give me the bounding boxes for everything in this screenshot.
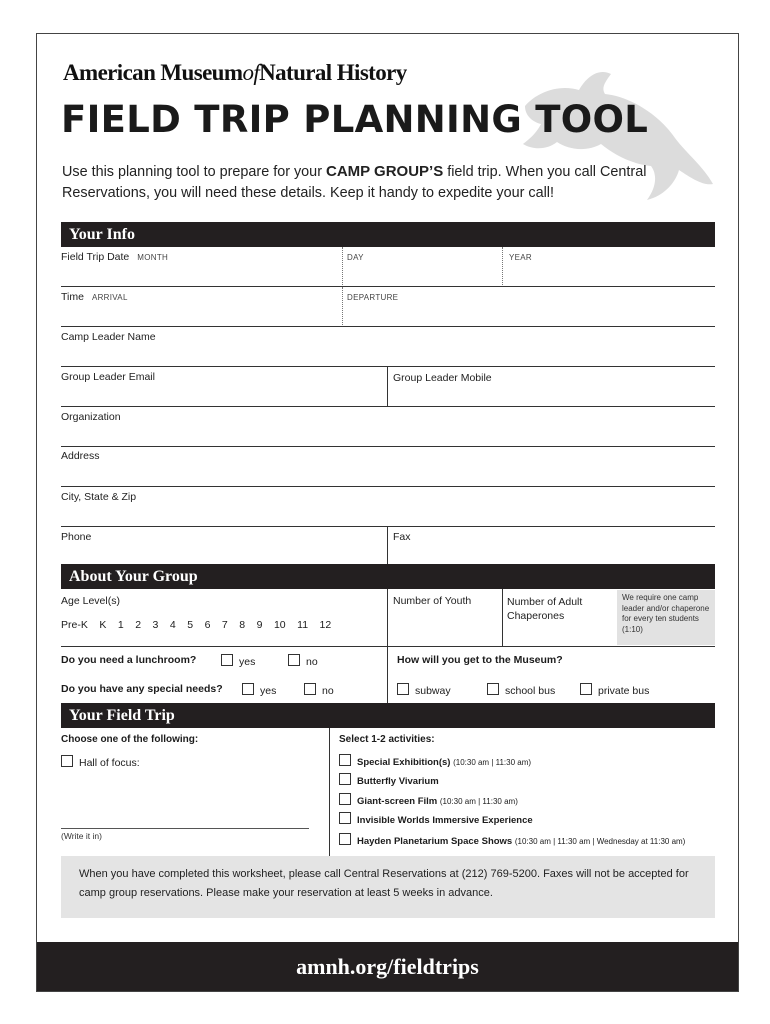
transport-question: How will you get to the Museum? <box>397 654 563 666</box>
divider <box>387 647 388 703</box>
row-line <box>61 526 715 527</box>
address-field[interactable]: Address <box>61 450 100 462</box>
group-leader-email-field[interactable]: Group Leader Email <box>61 371 155 383</box>
phone-field[interactable]: Phone <box>61 531 92 543</box>
age-level-option[interactable]: 7 <box>221 619 228 631</box>
museum-logo: American MuseumofNatural History <box>63 60 407 85</box>
row-line <box>61 406 715 407</box>
field-trip-date-field[interactable]: Field Trip Date MONTH <box>61 251 169 263</box>
divider <box>502 589 503 646</box>
age-level-option[interactable]: 4 <box>169 619 176 631</box>
age-level-option[interactable]: K <box>99 619 107 631</box>
age-level-option[interactable]: 9 <box>256 619 263 631</box>
activity-butterfly-vivarium-checkbox[interactable]: Butterfly Vivarium <box>339 773 439 787</box>
field-trip-heading: Your Field Trip <box>61 703 715 728</box>
choose-one-label: Choose one of the following: <box>61 734 199 745</box>
write-in-line[interactable] <box>61 828 309 829</box>
page-title: FIELD TRIP PLANNING TOOL <box>61 98 649 141</box>
footer-url-link[interactable]: amnh.org/fieldtrips <box>37 942 738 991</box>
row-line <box>61 366 715 367</box>
arrival-time-field[interactable]: Time ARRIVAL <box>61 291 128 303</box>
organization-field[interactable]: Organization <box>61 411 121 423</box>
activity-invisible-worlds-checkbox[interactable]: Invisible Worlds Immersive Experience <box>339 812 533 826</box>
activity-special-exhibition-checkbox[interactable]: Special Exhibition(s) (10:30 am | 11:30 am) <box>339 754 531 768</box>
divider <box>387 527 388 565</box>
hall-of-focus-checkbox[interactable]: Hall of focus: <box>61 755 140 769</box>
divider <box>329 728 330 856</box>
city-state-zip-field[interactable]: City, State & Zip <box>61 491 137 503</box>
form-page <box>36 33 739 992</box>
lunchroom-question: Do you need a lunchroom? <box>61 654 197 666</box>
divider <box>342 287 343 325</box>
age-level-option[interactable]: 1 <box>117 619 124 631</box>
select-activities-label: Select 1-2 activities: <box>339 734 435 745</box>
about-group-heading: About Your Group <box>61 564 715 589</box>
camp-leader-name-field[interactable]: Camp Leader Name <box>61 331 156 343</box>
your-info-heading: Your Info <box>61 222 715 247</box>
divider <box>342 247 343 285</box>
age-level-option[interactable]: 5 <box>187 619 194 631</box>
departure-time-field[interactable]: DEPARTURE <box>347 293 399 302</box>
day-field[interactable]: DAY <box>347 253 364 262</box>
intro-text: Use this planning tool to prepare for your CAMP GROUP’S field trip. When you call Central Reservations, you will need these details. Keep it handy to expedite your call! <box>62 163 647 201</box>
age-levels-label: Age Level(s) <box>61 595 120 607</box>
ratio-note: We require one camp leader and/or chaperone for every ten students (1:10) <box>617 590 715 645</box>
write-it-in-label: (Write it in) <box>61 831 102 841</box>
activity-planetarium-space-shows-checkbox[interactable]: Hayden Planetarium Space Shows (10:30 am | 11:30 am | Wednesday at 11:30 am) <box>339 833 685 847</box>
divider <box>387 589 388 646</box>
age-level-option[interactable]: 8 <box>239 619 246 631</box>
special-needs-question: Do you have any special needs? <box>61 683 223 695</box>
transport-private-bus-checkbox[interactable]: private bus <box>580 683 649 697</box>
age-level-option[interactable]: 10 <box>273 619 286 631</box>
special-needs-yes-checkbox[interactable]: yes <box>242 683 276 697</box>
lunchroom-yes-checkbox[interactable]: yes <box>221 654 255 668</box>
closing-note: When you have completed this worksheet, please call Central Reservations at (212) 769-5200. Faxes will not be accepted for camp group reservations. Please make your reservation at least 5 weeks in advance. <box>61 856 715 918</box>
year-field[interactable]: YEAR <box>509 253 532 262</box>
lunchroom-no-checkbox[interactable]: no <box>288 654 318 668</box>
age-level-option[interactable]: 12 <box>319 619 332 631</box>
group-leader-mobile-field[interactable]: Group Leader Mobile <box>393 372 492 384</box>
age-level-options <box>61 619 343 631</box>
age-level-option[interactable]: 2 <box>135 619 142 631</box>
activity-giant-screen-film-checkbox[interactable]: Giant-screen Film (10:30 am | 11:30 am) <box>339 793 518 807</box>
age-level-option[interactable]: 6 <box>204 619 211 631</box>
number-of-youth-field[interactable]: Number of Youth <box>393 595 472 607</box>
age-level-option[interactable]: 3 <box>152 619 159 631</box>
row-line <box>61 286 715 287</box>
row-line <box>61 446 715 447</box>
age-level-option[interactable]: Pre-K <box>61 619 88 631</box>
row-line <box>61 646 715 647</box>
special-needs-no-checkbox[interactable]: no <box>304 683 334 697</box>
transport-subway-checkbox[interactable]: subway <box>397 683 451 697</box>
age-level-option[interactable]: 11 <box>297 619 309 631</box>
row-line <box>61 486 715 487</box>
divider <box>387 367 388 406</box>
transport-school-bus-checkbox[interactable]: school bus <box>487 683 555 697</box>
row-line <box>61 326 715 327</box>
divider <box>502 247 503 285</box>
number-of-adult-chaperones-field[interactable]: Number of Adult Chaperones <box>507 596 583 622</box>
fax-field[interactable]: Fax <box>393 531 411 543</box>
